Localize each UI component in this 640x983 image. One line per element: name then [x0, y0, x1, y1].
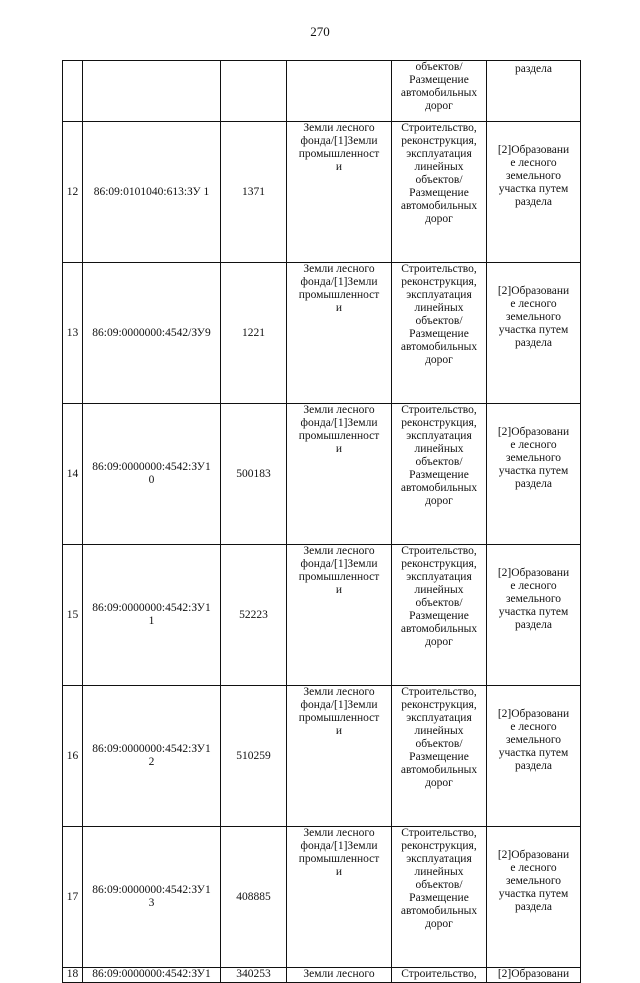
land-category-cell: Земли лесного фонда/[1]Земли промышленност и	[287, 686, 392, 827]
table-row	[63, 545, 581, 686]
row-number-cell: 13	[63, 263, 83, 404]
area-cell: 340253	[221, 968, 287, 983]
cadastral-number-cell	[83, 61, 221, 122]
land-category-cell	[287, 61, 392, 122]
formation-method-cell: [2]Образовани	[487, 968, 581, 983]
permitted-use-cell: Строительство, реконструкция, эксплуатация линейных объектов/ Размещение автомобильных дорог	[392, 404, 487, 545]
permitted-use-cell: Строительство, реконструкция, эксплуатация линейных объектов/ Размещение автомобильных дорог	[392, 686, 487, 827]
permitted-use-cell: Строительство,	[392, 968, 487, 983]
table-row	[63, 61, 581, 122]
formation-method-cell: [2]Образовани е лесного земельного участка путем раздела	[487, 122, 581, 263]
cadastral-number-cell: 86:09:0000000:4542:ЗУ1 3	[83, 827, 221, 968]
formation-method-cell: [2]Образовани е лесного земельного участка путем раздела	[487, 404, 581, 545]
table-row	[63, 122, 581, 263]
table-row	[63, 404, 581, 545]
cadastral-number-cell: 86:09:0000000:4542:ЗУ1	[83, 968, 221, 983]
land-category-cell: Земли лесного фонда/[1]Земли промышленност и	[287, 545, 392, 686]
area-cell: 52223	[221, 545, 287, 686]
permitted-use-cell: Строительство, реконструкция, эксплуатация линейных объектов/ Размещение автомобильных дорог	[392, 122, 487, 263]
page-number: 270	[310, 24, 330, 39]
cadastral-number-cell: 86:09:0000000:4542:ЗУ1 2	[83, 686, 221, 827]
cadastral-number-cell: 86:09:0000000:4542/ЗУ9	[83, 263, 221, 404]
land-plots-table	[62, 60, 581, 983]
area-cell	[221, 61, 287, 122]
row-number-cell: 16	[63, 686, 83, 827]
row-number-cell: 12	[63, 122, 83, 263]
area-cell: 1221	[221, 263, 287, 404]
table-row	[63, 827, 581, 968]
land-category-cell: Земли лесного	[287, 968, 392, 983]
cadastral-number-cell: 86:09:0101040:613:ЗУ 1	[83, 122, 221, 263]
row-number-cell: 14	[63, 404, 83, 545]
formation-method-cell: [2]Образовани е лесного земельного участка путем раздела	[487, 686, 581, 827]
formation-method-cell: [2]Образовани е лесного земельного участка путем раздела	[487, 263, 581, 404]
row-number-cell: 17	[63, 827, 83, 968]
land-category-cell: Земли лесного фонда/[1]Земли промышленност и	[287, 404, 392, 545]
land-category-cell: Земли лесного фонда/[1]Земли промышленност и	[287, 827, 392, 968]
area-cell: 510259	[221, 686, 287, 827]
area-cell: 408885	[221, 827, 287, 968]
formation-method-cell: [2]Образовани е лесного земельного участка путем раздела	[487, 545, 581, 686]
formation-method-cell: [2]Образовани е лесного земельного участка путем раздела	[487, 827, 581, 968]
permitted-use-cell: объектов/ Размещение автомобильных дорог	[392, 61, 487, 122]
table-row	[63, 263, 581, 404]
cadastral-number-cell: 86:09:0000000:4542:ЗУ1 0	[83, 404, 221, 545]
permitted-use-cell: Строительство, реконструкция, эксплуатация линейных объектов/ Размещение автомобильных дорог	[392, 263, 487, 404]
land-category-cell: Земли лесного фонда/[1]Земли промышленност и	[287, 122, 392, 263]
area-cell: 500183	[221, 404, 287, 545]
cadastral-number-cell: 86:09:0000000:4542:ЗУ1 1	[83, 545, 221, 686]
land-category-cell: Земли лесного фонда/[1]Земли промышленност и	[287, 263, 392, 404]
row-number-cell	[63, 61, 83, 122]
row-number-cell: 18	[63, 968, 83, 983]
table-row	[63, 686, 581, 827]
table-row	[63, 968, 581, 983]
permitted-use-cell: Строительство, реконструкция, эксплуатация линейных объектов/ Размещение автомобильных дорог	[392, 827, 487, 968]
formation-method-cell: раздела	[487, 61, 581, 122]
permitted-use-cell: Строительство, реконструкция, эксплуатация линейных объектов/ Размещение автомобильных дорог	[392, 545, 487, 686]
row-number-cell: 15	[63, 545, 83, 686]
area-cell: 1371	[221, 122, 287, 263]
